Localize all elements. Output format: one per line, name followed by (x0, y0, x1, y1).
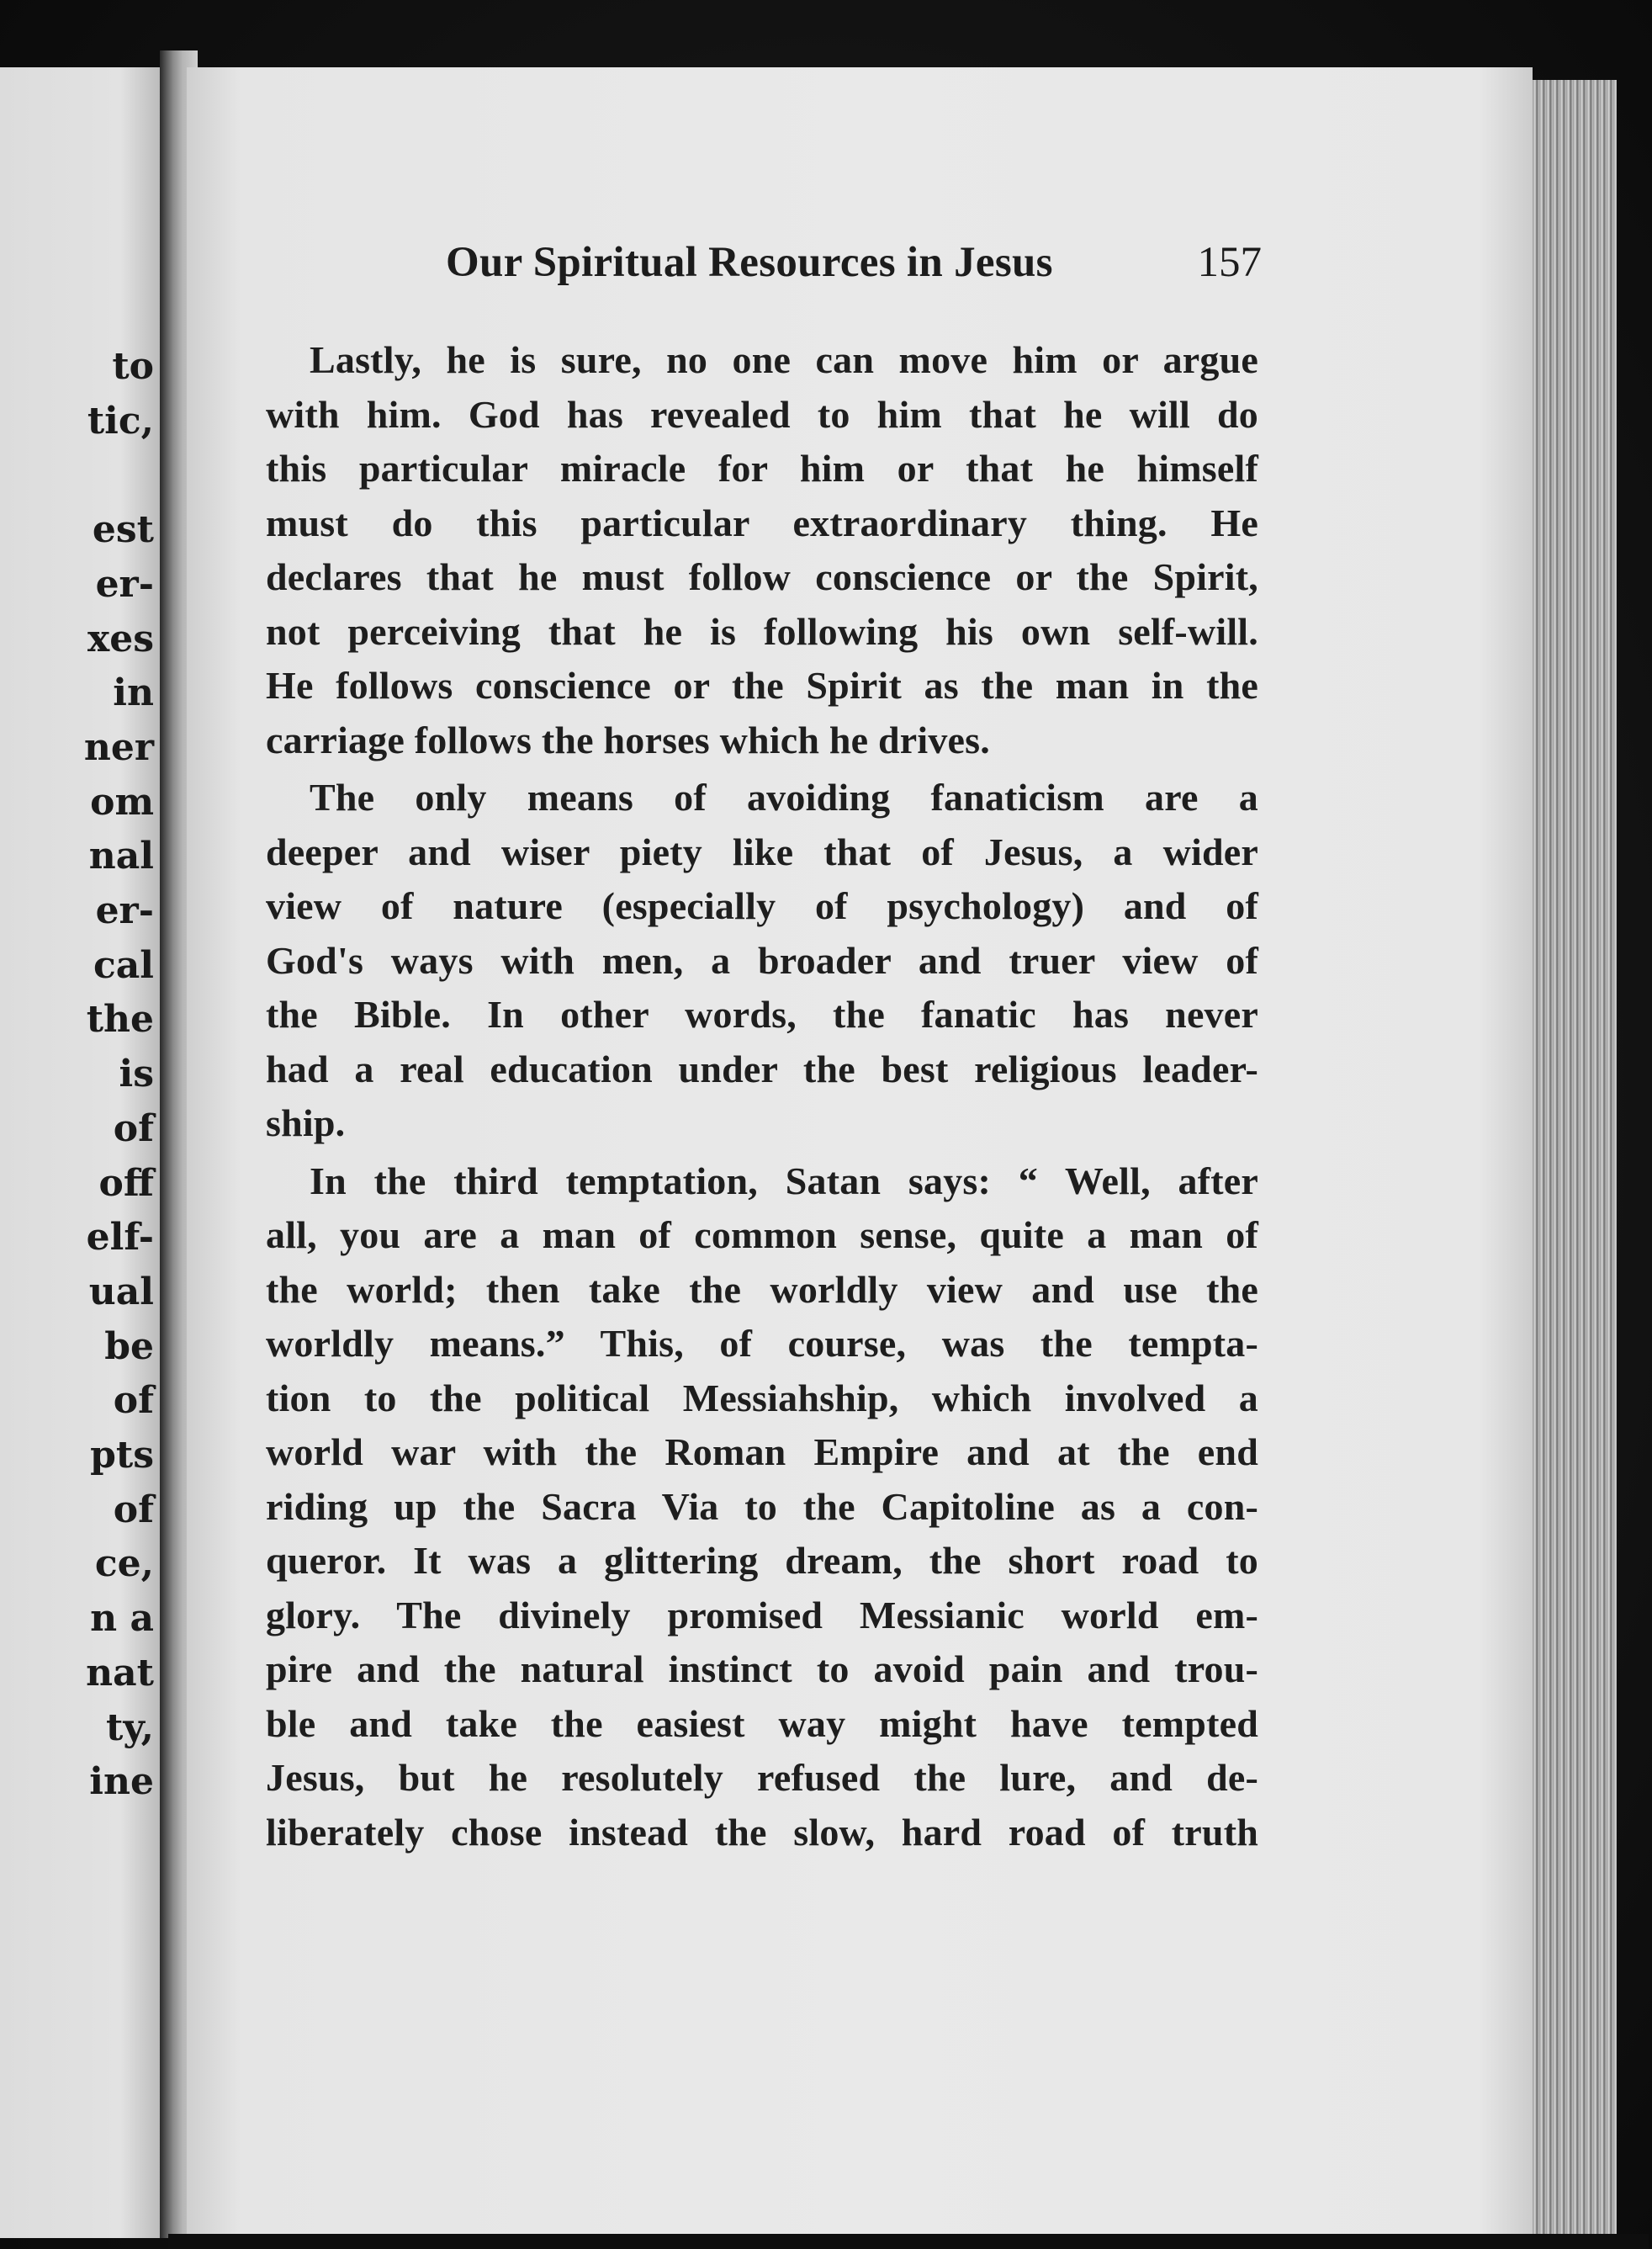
left-page-fragment: off (98, 1161, 154, 1205)
left-page-fragment: n a (90, 1597, 154, 1641)
left-page-fragment: ner (83, 725, 154, 769)
text-line: tion to the political Messiahship, which involved a (266, 1376, 1258, 1419)
text-line: had a real education under the best religious leader- (266, 1047, 1258, 1090)
left-page-fragment: om (90, 780, 154, 824)
paragraph (266, 771, 1258, 1151)
left-page-fragment: ual (88, 1270, 154, 1313)
text-line: the Bible. In other words, the fanatic has never (266, 993, 1258, 1036)
text-line: view of nature (especially of psychology) and of (266, 884, 1258, 927)
text-line: liberately chose instead the slow, hard road of truth (266, 1810, 1258, 1854)
left-page-fragment: xes (87, 617, 154, 660)
text-line: pire and the natural instinct to avoid pain and trou- (266, 1647, 1258, 1690)
left-page-fragment: the (86, 998, 154, 1042)
left-page (0, 67, 172, 2238)
text-line: not perceiving that he is following his own self-will. (266, 609, 1258, 653)
text-line: queror. It was a glittering dream, the short road to (266, 1539, 1258, 1582)
page-edges (1533, 80, 1617, 2234)
left-page-fragment: tic, (87, 399, 154, 443)
text-line: all, you are a man of common sense, quite a man of (266, 1213, 1258, 1256)
text-line: the world; then take the worldly view and use the (266, 1267, 1258, 1311)
text-line: Lastly, he is sure, no one can move him or argue (310, 338, 1258, 381)
left-page-fragment: to (112, 345, 154, 388)
text-line: ship. (266, 1101, 346, 1144)
text-line: God's ways with men, a broader and truer view of (266, 938, 1258, 982)
text-line: world war with the Roman Empire and at the end (266, 1430, 1258, 1473)
left-page-fragment: ty, (106, 1705, 154, 1749)
page-number: 157 (1197, 239, 1262, 286)
left-page-fragment: ine (89, 1760, 154, 1804)
left-page-fragment: in (113, 671, 154, 715)
running-head (446, 238, 1262, 289)
left-page-fragment: er- (95, 562, 154, 606)
text-line: ble and take the easiest way might have tempted (266, 1701, 1258, 1745)
left-page-fragment: cal (93, 943, 154, 987)
left-page-fragment: be (104, 1324, 154, 1368)
text-line: riding up the Sacra Via to the Capitoline as a con- (266, 1484, 1258, 1528)
text-line: this particular miracle for him or that he himself (266, 447, 1258, 490)
left-page-fragment: ce, (94, 1542, 154, 1586)
left-page-fragment: pts (90, 1434, 154, 1477)
text-line: deeper and wiser piety like that of Jesus, a wider (266, 830, 1258, 873)
left-page-fragment: is (119, 1053, 154, 1096)
paragraph (266, 1154, 1258, 1860)
text-line: must do this particular extraordinary thing. He (266, 501, 1258, 544)
text-line: declares that he must follow conscience or the Spirit, (266, 555, 1258, 598)
left-page-fragment: of (113, 1488, 154, 1531)
text-line: glory. The divinely promised Messianic world em- (266, 1593, 1258, 1636)
left-page-fragment: of (113, 1379, 154, 1423)
text-line: with him. God has revealed to him that he will do (266, 392, 1258, 436)
bottom-shadow (168, 2234, 1649, 2249)
left-page-fragment: er- (95, 889, 154, 932)
text-line: worldly means.” This, of course, was the tempta- (266, 1322, 1258, 1365)
body-text (266, 333, 1258, 1859)
left-page-fragment: of (113, 1106, 154, 1150)
paragraph (266, 333, 1258, 767)
running-head-title: Our Spiritual Resources in Jesus (446, 239, 1053, 286)
text-line: carriage follows the horses which he drives. (266, 718, 990, 761)
text-line: He follows conscience or the Spirit as the man in the (266, 664, 1258, 707)
text-line: In the third temptation, Satan says: “ Well, after (310, 1159, 1258, 1202)
left-page-fragment: nat (86, 1651, 154, 1695)
left-page-fragment: est (92, 508, 154, 552)
left-page-fragment: nal (88, 835, 154, 878)
text-line: The only means of avoiding fanaticism are a (310, 776, 1258, 819)
left-page-fragment: elf- (86, 1216, 154, 1260)
text-line: Jesus, but he resolutely refused the lure, and de- (266, 1756, 1258, 1799)
